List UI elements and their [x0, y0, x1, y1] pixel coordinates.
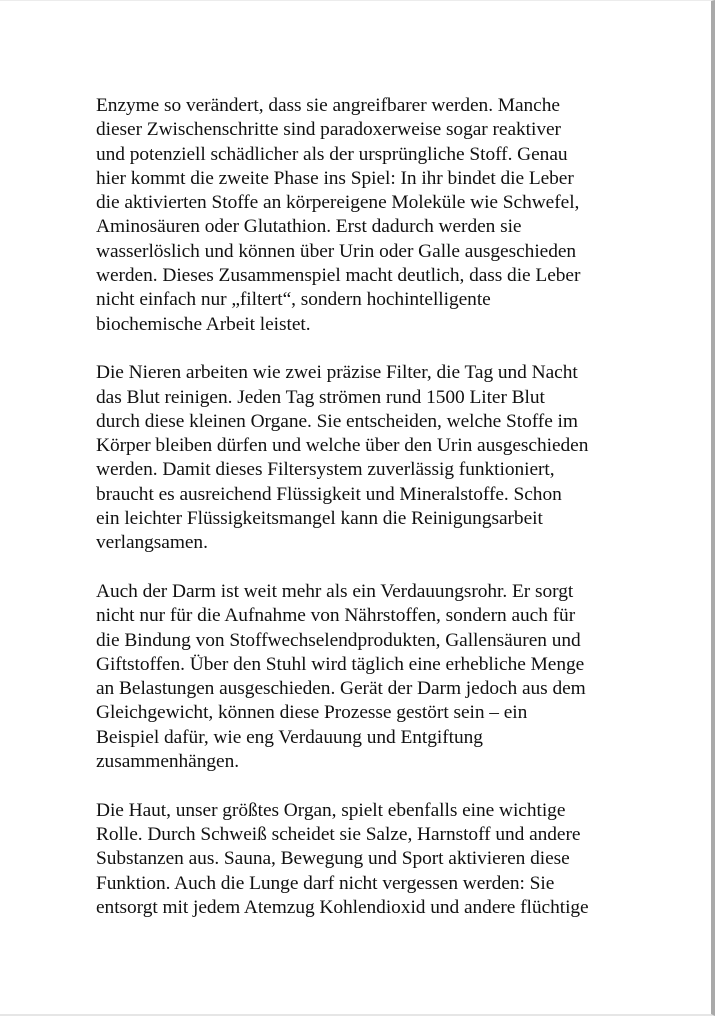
text-line: an Belastungen ausgeschieden. Gerät der Darm jedoch aus dem	[96, 678, 586, 700]
text-line: nicht einfach nur „filtert“, sondern hochintelligente	[96, 289, 491, 311]
text-line: und potenziell schädlicher als der ursprüngliche Stoff. Genau	[96, 143, 568, 165]
text-line: braucht es ausreichend Flüssigkeit und Mineralstoffe. Schon	[96, 483, 562, 505]
text-line: biochemische Arbeit leistet.	[96, 313, 311, 335]
text-line: ein leichter Flüssigkeitsmangel kann die Reinigungsarbeit	[96, 508, 543, 530]
text-line: Giftstoffen. Über den Stuhl wird täglich eine erhebliche Menge	[96, 653, 585, 675]
text-line: wasserlöslich und können über Urin oder Galle ausgeschieden	[96, 240, 577, 262]
text-line: dieser Zwischenschritte sind paradoxerweise sogar reaktiver	[96, 119, 561, 141]
text-line: werden. Dieses Zusammenspiel macht deutlich, dass die Leber	[96, 265, 581, 287]
paragraph-intestine	[96, 580, 636, 774]
text-line: Funktion. Auch die Lunge darf nicht vergessen werden: Sie	[96, 872, 555, 894]
text-line: Gleichgewicht, können diese Prozesse gestört sein – ein	[96, 702, 528, 724]
text-line: durch diese kleinen Organe. Sie entscheiden, welche Stoffe im	[96, 410, 578, 432]
text-line: entsorgt mit jedem Atemzug Kohlendioxid und andere flüchtige	[96, 896, 589, 918]
paragraph-kidneys	[96, 361, 636, 555]
text-line: die aktivierten Stoffe an körpereigene Moleküle wie Schwefel,	[96, 192, 580, 214]
text-line: Beispiel dafür, wie eng Verdauung und Entgiftung	[96, 726, 483, 748]
text-line: nicht nur für die Aufnahme von Nährstoffen, sondern auch für	[96, 605, 576, 627]
text-line: Auch der Darm ist weit mehr als ein Verdauungsrohr. Er sorgt	[96, 580, 574, 602]
text-line: Die Haut, unser größtes Organ, spielt ebenfalls eine wichtige	[96, 799, 566, 821]
text-line: verlangsamen.	[96, 532, 208, 554]
page-body-text	[96, 94, 636, 944]
text-line: das Blut reinigen. Jeden Tag strömen rund 1500 Liter Blut	[96, 386, 545, 408]
text-line: Die Nieren arbeiten wie zwei präzise Filter, die Tag und Nacht	[96, 362, 578, 384]
text-line: Aminosäuren oder Glutathion. Erst dadurch werden sie	[96, 216, 522, 238]
text-line: Substanzen aus. Sauna, Bewegung und Sport aktivieren diese	[96, 848, 570, 870]
text-line: die Bindung von Stoffwechselendprodukten, Gallensäuren und	[96, 629, 581, 651]
text-line: Körper bleiben dürfen und welche über den Urin ausgeschieden	[96, 435, 589, 457]
text-line: Rolle. Durch Schweiß scheidet sie Salze, Harnstoff und andere	[96, 823, 581, 845]
text-line: zusammenhängen.	[96, 751, 240, 773]
paragraph-liver	[96, 94, 636, 337]
paragraph-skin-lungs	[96, 799, 636, 920]
text-line: werden. Damit dieses Filtersystem zuverlässig funktioniert,	[96, 459, 555, 481]
text-line: hier kommt die zweite Phase ins Spiel: In ihr bindet die Leber	[96, 167, 574, 189]
text-line: Enzyme so verändert, dass sie angreifbarer werden. Manche	[96, 95, 560, 116]
